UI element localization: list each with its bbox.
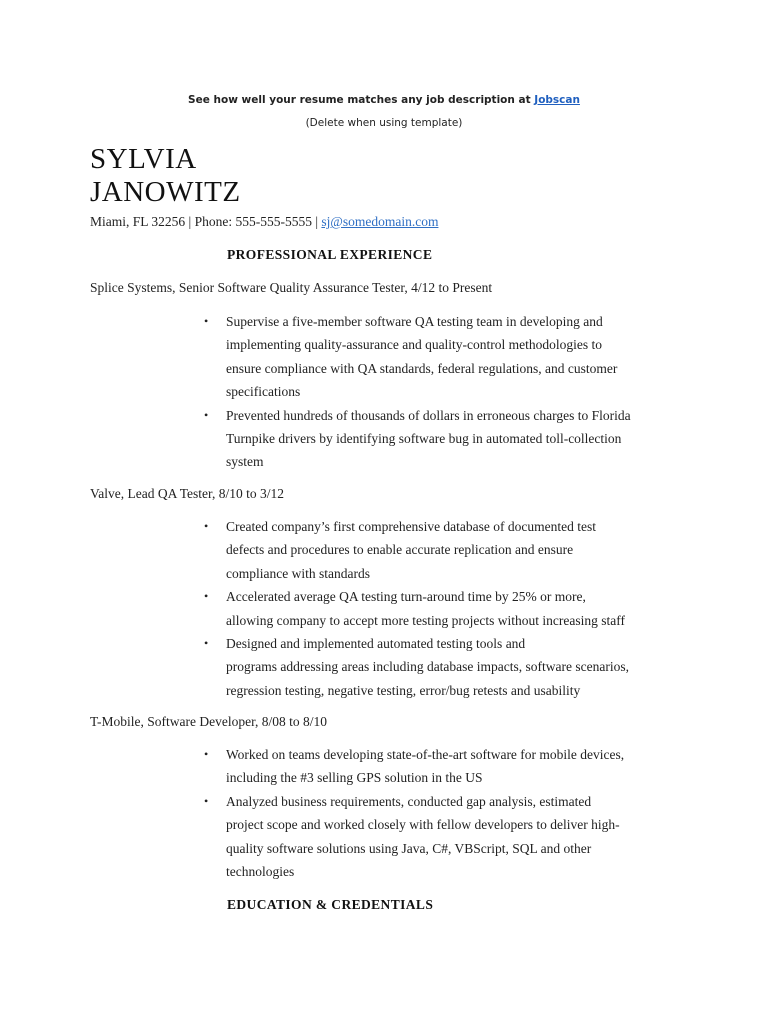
contact-info: Miami, FL 32256 | Phone: 555-555-5555 | [90,214,322,229]
candidate-name [90,143,241,209]
bullet-line: Created company’s first comprehensive database of documented test [226,519,596,534]
bullet-line: allowing company to accept more testing projects without increasing staff [226,612,626,628]
bullet-line: defects and procedures to enable accurate replication and ensure [226,542,574,558]
bullet-line: Supervise a five-member software QA testing team in developing and [226,314,603,329]
bullet-line: Designed and implemented automated testing tools and [226,636,526,652]
education-title: EDUCATION & CREDENTIALS [227,897,434,912]
bullet-icon: • [204,519,209,533]
bullet-line: compliance with standards [226,565,370,581]
bullet-icon: • [204,589,209,604]
template-note: (Delete when using template) [305,117,463,129]
bullet-line: Accelerated average QA testing turn-around time by 25% or more, [226,589,586,605]
job-heading: T-Mobile, Software Developer, 8/08 to 8/10 [90,714,328,729]
email-link[interactable]: sj@somedomain.com [321,214,439,229]
bullet-line: Analyzed business requirements, conducted gap analysis, estimated [226,793,592,809]
bullet-line: system [226,454,264,470]
bullet-icon: • [204,793,209,808]
job-bullets [204,310,686,474]
promo-text: See how well your resume matches any job description at [188,94,535,106]
first-name: SYLVIA [90,143,197,175]
bullet-line: Worked on teams developing state-of-the-art software for mobile devices, [226,747,625,762]
bullet-item [204,585,686,632]
bullet-line: regression testing, negative testing, error/bug retests and usability [226,682,581,698]
contact-line [90,214,438,230]
bullet-item [204,515,686,585]
bullet-icon: • [204,636,209,651]
bullet-line: specifications [226,384,301,400]
bullet-line: implementing quality-assurance and quality-control methodologies to [226,337,603,353]
promo-line [0,94,768,106]
bullet-line: ensure compliance with QA standards, federal regulations, and customer [226,360,618,376]
bullet-icon: • [204,407,209,422]
job-heading: Valve, Lead QA Tester, 8/10 to 3/12 [90,486,284,501]
job-bullets [204,743,686,883]
bullet-line: project scope and worked closely with fellow developers to deliver high- [226,817,620,833]
bullet-line: Turnpike drivers by identifying software bug in automated toll-collection [226,431,622,447]
bullet-line: programs addressing areas including database impacts, software scenarios, [226,659,629,675]
bullet-icon: • [204,314,209,328]
bullet-icon: • [204,747,209,761]
jobscan-link[interactable]: Jobscan [534,94,580,106]
bullet-item [204,310,686,404]
bullet-item [204,790,686,884]
bullet-line: quality software solutions using Java, C#, VBScript, SQL and other [226,840,592,856]
bullet-line: Prevented hundreds of thousands of dollars in erroneous charges to Florida [226,407,631,423]
job-bullets [204,515,686,702]
bullet-line: technologies [226,864,295,880]
bullet-item [204,404,686,474]
bullet-item [204,632,686,702]
experience-title: PROFESSIONAL EXPERIENCE [227,247,433,262]
last-name: JANOWITZ [90,176,241,208]
bullet-line: including the #3 selling GPS solution in the US [226,770,483,786]
job-heading: Splice Systems, Senior Software Quality Assurance Tester, 4/12 to Present [90,280,493,295]
bullet-item [204,743,686,790]
